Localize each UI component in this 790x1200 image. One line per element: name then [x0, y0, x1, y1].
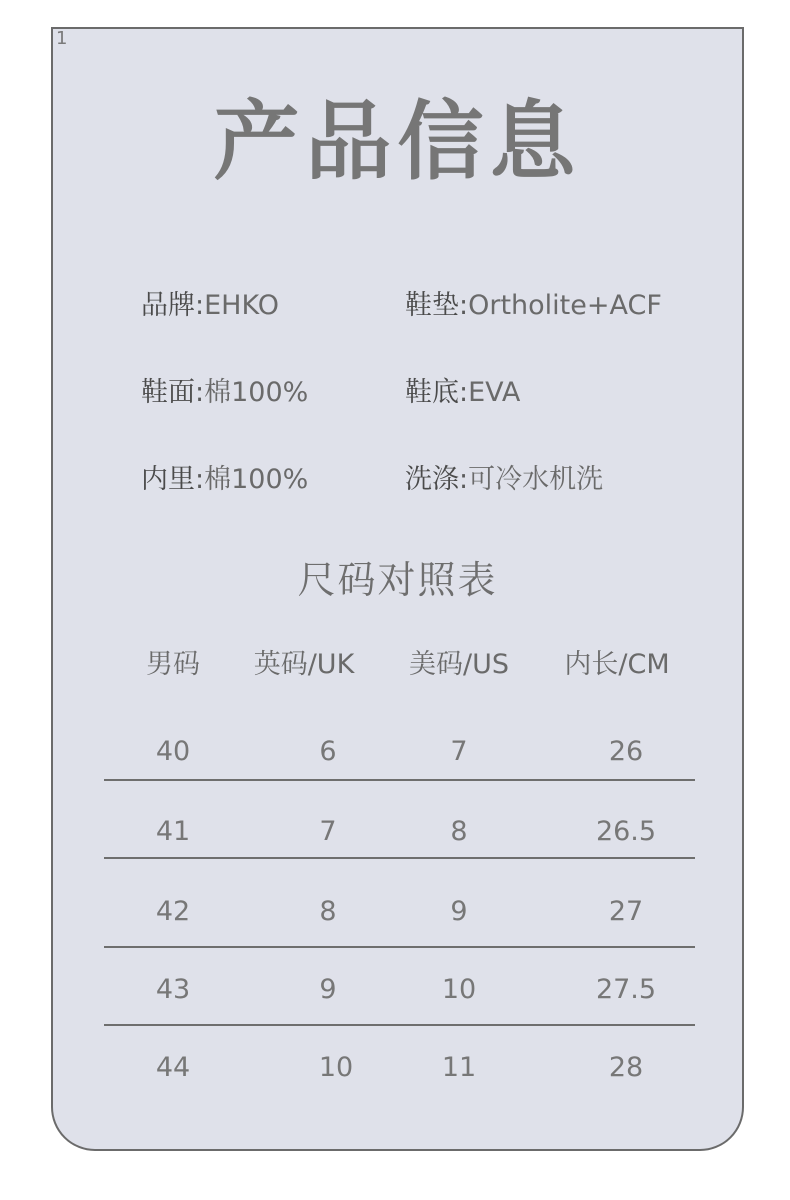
spec-insole-key: 鞋垫	[405, 290, 459, 321]
spec-sole-key: 鞋底	[405, 377, 459, 408]
size-cell-us: 9	[450, 896, 468, 927]
spec-lining-sep: :	[195, 464, 205, 495]
size-cell-uk: 8	[319, 896, 337, 927]
spec-sole-sep: :	[459, 377, 469, 408]
size-header-cn: 男码	[146, 649, 200, 680]
size-cell-us: 8	[450, 816, 468, 847]
spec-upper-value: 棉100%	[204, 377, 309, 408]
spec-sole-value: EVA	[468, 377, 521, 408]
spec-upper-key: 鞋面	[141, 377, 195, 408]
size-cell-cm: 28	[608, 1052, 644, 1083]
spec-insole-value: Ortholite+ACF	[468, 290, 662, 321]
size-cell-uk: 6	[319, 736, 337, 767]
table-row-divider	[104, 946, 695, 948]
table-row-divider	[104, 857, 695, 859]
size-chart-title: 尺码对照表	[297, 558, 498, 602]
spec-lining	[141, 466, 308, 493]
page-number: 1	[56, 28, 68, 49]
spec-upper	[141, 379, 308, 406]
size-cell-cn: 41	[155, 816, 191, 847]
spec-insole	[405, 292, 662, 319]
spec-brand	[141, 292, 279, 319]
size-cell-uk: 9	[319, 974, 337, 1005]
spec-upper-sep: :	[195, 377, 205, 408]
size-cell-cm: 26	[608, 736, 644, 767]
spec-insole-sep: :	[459, 290, 469, 321]
size-cell-uk: 10	[318, 1052, 354, 1083]
size-cell-cn: 40	[155, 736, 191, 767]
size-header-uk: 英码/UK	[253, 649, 355, 680]
table-row-divider	[104, 779, 695, 781]
spec-washing-value: 可冷水机洗	[468, 464, 604, 495]
size-header-cm: 内长/CM	[564, 649, 670, 680]
size-cell-cn: 43	[155, 974, 191, 1005]
spec-washing-key: 洗涤	[405, 464, 459, 495]
size-cell-uk: 7	[319, 816, 337, 847]
size-cell-cn: 42	[155, 896, 191, 927]
spec-lining-value: 棉100%	[204, 464, 309, 495]
spec-brand-key: 品牌	[141, 290, 195, 321]
page-title: 产品信息	[213, 92, 582, 192]
product-info-card	[51, 27, 744, 1151]
size-cell-us: 7	[450, 736, 468, 767]
spec-lining-key: 内里	[141, 464, 195, 495]
size-cell-cn: 44	[155, 1052, 191, 1083]
spec-washing	[405, 466, 603, 493]
size-cell-cm: 27.5	[595, 974, 657, 1005]
spec-brand-sep: :	[195, 290, 205, 321]
size-cell-us: 11	[441, 1052, 477, 1083]
spec-washing-sep: :	[459, 464, 469, 495]
size-cell-cm: 26.5	[595, 816, 657, 847]
size-cell-us: 10	[441, 974, 477, 1005]
size-header-us: 美码/US	[409, 649, 509, 680]
size-cell-cm: 27	[608, 896, 644, 927]
table-row-divider	[104, 1024, 695, 1026]
spec-brand-value: EHKO	[204, 290, 279, 321]
spec-sole	[405, 379, 520, 406]
